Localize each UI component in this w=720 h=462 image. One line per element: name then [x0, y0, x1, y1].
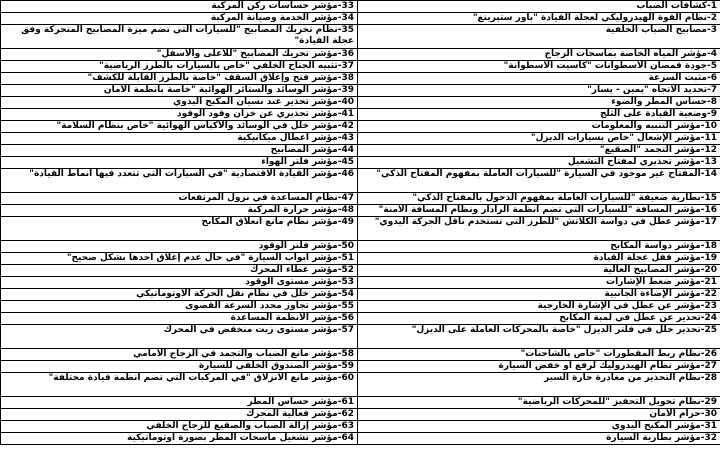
table-row: [1, 361, 720, 373]
table-row: [1, 109, 720, 121]
indicator-table-body: [1, 1, 720, 445]
right-column-cell: [358, 409, 720, 421]
indicator-label-left: 48-مؤشر حرارة المركبة: [247, 205, 354, 215]
indicator-label-right: 5-جودة قمصان الأسطوانات "كاسيت الأسطوانة": [503, 61, 717, 71]
left-column-cell: [1, 109, 358, 121]
indicator-label-left: 61-مؤشر حساس المطر: [247, 397, 354, 407]
table-row: [1, 289, 720, 301]
indicator-label-right: 14-المفتاح غير موجود في السيارة "للسيارات العاملة بمفهوم المفتاح الذكي": [376, 169, 717, 179]
table-row: [1, 253, 720, 265]
left-column-cell: [1, 13, 358, 25]
left-column-cell: [1, 97, 358, 109]
indicator-label-right: 10-مؤشر التنبيه والمعلومات: [591, 121, 717, 131]
indicator-label-right: 23-مؤشر عن عطل في الإشارة الخارجية: [537, 301, 717, 311]
indicator-label-left: 53-مؤشر مستوى الوقود: [245, 277, 354, 287]
left-column-cell: [1, 193, 358, 205]
indicator-label-right: 16-مؤشر المسافة "للسيارات التي تضم أنظمة الرادار ونظام المسافة الآمنة": [378, 205, 717, 215]
indicator-label-right: 9-وضعية القيادة على الثلج: [599, 109, 717, 119]
right-column-cell: [358, 25, 720, 49]
indicator-label-left: 42-مؤشر خلل في الوسائد والأكياس الهوائية "خاص بنظام السلامة": [56, 121, 354, 131]
right-column-cell: [358, 61, 720, 73]
left-column-cell: [1, 73, 358, 85]
right-column-cell: [358, 301, 720, 313]
right-column-cell: [358, 73, 720, 85]
indicator-label-left: 62-مؤشر فعالية المحرك: [246, 409, 354, 419]
indicator-label-right: 7-تحديد الاتجاه "يمين - يسار": [587, 85, 717, 95]
left-column-cell: [1, 277, 358, 289]
indicator-label-left: 47-نظام المساعدة في نزول المرتفعات: [178, 193, 354, 203]
indicator-label-right: 4-مؤشر المياه الخاصة بماسحات الزجاج: [544, 49, 717, 59]
left-column-cell: [1, 205, 358, 217]
table-row: [1, 397, 720, 409]
indicator-label-left: 34-مؤشر الخدمة وصيانة المركبة: [210, 13, 354, 23]
indicator-label-left: 60-مؤشر مانع الانزلاق "في المركبات التي تضم أنظمة قيادة مختلفة": [48, 373, 354, 383]
left-column-cell: [1, 49, 358, 61]
table-row: [1, 373, 720, 397]
left-column-cell: [1, 157, 358, 169]
indicator-label-left: 39-مؤشر الوسائد والستائر الهوائية "خاصة بأنظمة الأمان: [103, 85, 354, 95]
left-column-cell: [1, 301, 358, 313]
indicator-label-right: 19-مؤشر قفل عجلة القيادة: [593, 253, 717, 263]
right-column-cell: [358, 121, 720, 133]
indicator-label-left: 41-مؤشر تحذيري عن خزان وقود الوقود: [177, 109, 354, 119]
right-column-cell: [358, 397, 720, 409]
table-row: [1, 433, 720, 445]
right-column-cell: [358, 1, 720, 13]
right-column-cell: [358, 49, 720, 61]
right-column-cell: [358, 145, 720, 157]
indicator-label-right: 3-مصابيح الضباب الخلفية: [605, 25, 717, 35]
indicator-label-right: 20-مؤشر المصابيح العالية: [603, 265, 717, 275]
indicator-label-right: 32-مؤشر بطارية السيارة: [606, 433, 717, 443]
left-column-cell: [1, 133, 358, 145]
table-row: [1, 49, 720, 61]
indicator-label-left: 56-مؤشر الأنظمة المساعدة: [230, 313, 354, 323]
indicator-label-left: 57-مؤشر مستوى زيت منخفض في المحرك: [163, 325, 354, 335]
indicator-label-right: 25-تحذير خلل في فلتر الديزل "خاصة بالمحركات العاملة على الديزل": [411, 325, 717, 335]
indicator-label-left: 35-نظام تحريك المصابيح "للسيارات التي تضم ميزة المصابيح المتحركة وفق عجلة القيادة": [21, 25, 354, 46]
indicator-label-right: 18-مؤشر دواسة المكابح: [610, 241, 717, 251]
table-row: [1, 73, 720, 85]
left-column-cell: [1, 241, 358, 253]
indicator-label-right: 12-مؤشر التجمد "الصقيع": [599, 145, 717, 155]
left-column-cell: [1, 169, 358, 193]
left-column-cell: [1, 85, 358, 97]
table-row: [1, 169, 720, 193]
right-column-cell: [358, 157, 720, 169]
table-row: [1, 241, 720, 253]
table-row: [1, 13, 720, 25]
table-row: [1, 145, 720, 157]
left-column-cell: [1, 361, 358, 373]
indicator-label-right: 1-كشافات الضباب: [636, 1, 717, 11]
table-row: [1, 61, 720, 73]
indicator-label-right: 24-تحذير عن عطل في لمبة المكابح: [559, 313, 717, 323]
indicator-label-left: 51-مؤشر أبواب السيارة "في حال عدم إغلاق أحدها بشكل صحيح": [66, 253, 354, 263]
left-column-cell: [1, 397, 358, 409]
right-column-cell: [358, 349, 720, 361]
right-column-cell: [358, 133, 720, 145]
indicator-label-right: 27-مؤشر نظام الهيدروليك لرفع أو خفض السيارة: [498, 361, 717, 371]
indicator-label-right: 17-مؤشر عطل في دواسة الكلاتش "للطرز التي تستخدم ناقل الحركة اليدوي": [374, 217, 717, 227]
right-column-cell: [358, 361, 720, 373]
indicator-label-left: 40-مؤشر تحذير عند نسيان المكبح اليدوي: [172, 97, 354, 107]
left-column-cell: [1, 313, 358, 325]
left-column-cell: [1, 1, 358, 13]
table-row: [1, 325, 720, 349]
indicator-label-right: 30-حزام الأمان: [649, 409, 717, 419]
right-column-cell: [358, 373, 720, 397]
table-row: [1, 193, 720, 205]
table-row: [1, 217, 720, 241]
left-column-cell: [1, 409, 358, 421]
indicator-label-left: 49-مؤشر نظام مانع انغلاق المكابح: [201, 217, 354, 227]
indicator-label-left: 45-مؤشر فلتر الهواء: [261, 157, 354, 167]
table-row: [1, 1, 720, 13]
indicator-label-left: 37-تثبيه الجناح الخلفي "خاص بالسيارات بالطرز الرياضية": [99, 61, 354, 71]
indicator-label-left: 54-مؤشر خلل في نظام نقل الحركة الأوتوماتيكي: [136, 289, 354, 299]
indicator-label-right: 22-مؤشر الإضاءة الجانبية: [604, 289, 717, 299]
right-column-cell: [358, 253, 720, 265]
table-row: [1, 313, 720, 325]
table-row: [1, 301, 720, 313]
right-column-cell: [358, 289, 720, 301]
indicator-label-left: 58-مؤشر مانع الضباب والتجمد في الزجاج الأمامي: [133, 349, 354, 359]
indicator-label-right: 2-نظام القوة الهيدروليكي لعجلة القيادة "باور ستيرينغ": [472, 13, 717, 23]
left-column-cell: [1, 373, 358, 397]
indicator-label-right: 29-نظام تحويل التحفيز "للمحركات الرياضية": [517, 397, 717, 407]
indicator-label-left: 46-مؤشر القيادة الاقتصادية "في السيارات التي تتعدد فيها أنماط القيادة": [29, 169, 354, 179]
right-column-cell: [358, 433, 720, 445]
table-row: [1, 97, 720, 109]
right-column-cell: [358, 421, 720, 433]
left-column-cell: [1, 349, 358, 361]
indicator-label-left: 63-مؤشر إزالة الضباب والصقيع للزجاج الخلفي: [146, 421, 354, 431]
table-row: [1, 157, 720, 169]
table-row: [1, 265, 720, 277]
right-column-cell: [358, 97, 720, 109]
indicator-label-right: 6-مثبت السرعة: [648, 73, 717, 83]
table-row: [1, 277, 720, 289]
indicator-label-left: 38-مؤشر فتح وإغلاق السقف "خاصة بالطرز القابلة للكشف": [87, 73, 354, 83]
indicator-label-right: 13-مؤشر تحذيري لمفتاح التشغيل: [567, 157, 717, 167]
left-column-cell: [1, 421, 358, 433]
indicator-label-right: 21-مؤشر ضغط الإشارات: [606, 277, 717, 287]
right-column-cell: [358, 217, 720, 241]
right-column-cell: [358, 205, 720, 217]
right-column-cell: [358, 325, 720, 349]
table-row: [1, 133, 720, 145]
table-row: [1, 421, 720, 433]
left-column-cell: [1, 325, 358, 349]
indicator-label-left: 55-مؤشر تجاوز محدد السرعة القصوى: [185, 301, 354, 311]
table-row: [1, 205, 720, 217]
indicator-label-left: 52-مؤشر غطاء المحرك: [250, 265, 354, 275]
indicator-label-right: 31-مؤشر المكبح اليدوي: [611, 421, 717, 431]
left-column-cell: [1, 265, 358, 277]
right-column-cell: [358, 313, 720, 325]
right-column-cell: [358, 265, 720, 277]
left-column-cell: [1, 121, 358, 133]
left-column-cell: [1, 253, 358, 265]
table-row: [1, 349, 720, 361]
indicator-label-left: 36-مؤشر تحريك المصابيح "للأعلى والأسفل": [156, 49, 354, 59]
indicator-label-left: 50-مؤشر فلتر الوقود: [258, 241, 354, 251]
table-row: [1, 121, 720, 133]
indicator-label-right: 26-نظام ربط المقطورات "خاص بالشاحنات": [520, 349, 717, 359]
left-column-cell: [1, 61, 358, 73]
table-row: [1, 85, 720, 97]
left-column-cell: [1, 433, 358, 445]
table-row: [1, 25, 720, 49]
right-column-cell: [358, 13, 720, 25]
indicator-label-left: 43-مؤشر أعطال ميكانيكية: [237, 133, 354, 143]
indicator-label-left: 59-مؤشر الصندوق الخلفي للسيارة: [198, 361, 354, 371]
left-column-cell: [1, 25, 358, 49]
indicator-label-right: 11-مؤشر الإشعال "خاص بسيارات الديزل": [530, 133, 717, 143]
left-column-cell: [1, 145, 358, 157]
left-column-cell: [1, 289, 358, 301]
indicator-label-right: 8-حساس المطر والضوء: [611, 97, 717, 107]
right-column-cell: [358, 277, 720, 289]
indicator-label-left: 64-مؤشر تشغيل ماسحات المطر بصورة أوتوماتيكية: [127, 433, 354, 443]
indicator-label-left: 33-مؤشر حساسات ركن المركبة: [211, 1, 354, 11]
indicator-label-right: 28-نظام التحذير من مغادرة حارة السير: [544, 373, 717, 383]
left-column-cell: [1, 217, 358, 241]
right-column-cell: [358, 169, 720, 193]
indicator-label-right: 15-بطارية ضعيفة "للسيارات العاملة بمفهوم الدخول بالمفتاح الذكي": [412, 193, 717, 203]
right-column-cell: [358, 85, 720, 97]
indicator-label-left: 44-مؤشر المصابيح: [270, 145, 354, 155]
right-column-cell: [358, 109, 720, 121]
right-column-cell: [358, 193, 720, 205]
table-row: [1, 409, 720, 421]
right-column-cell: [358, 241, 720, 253]
